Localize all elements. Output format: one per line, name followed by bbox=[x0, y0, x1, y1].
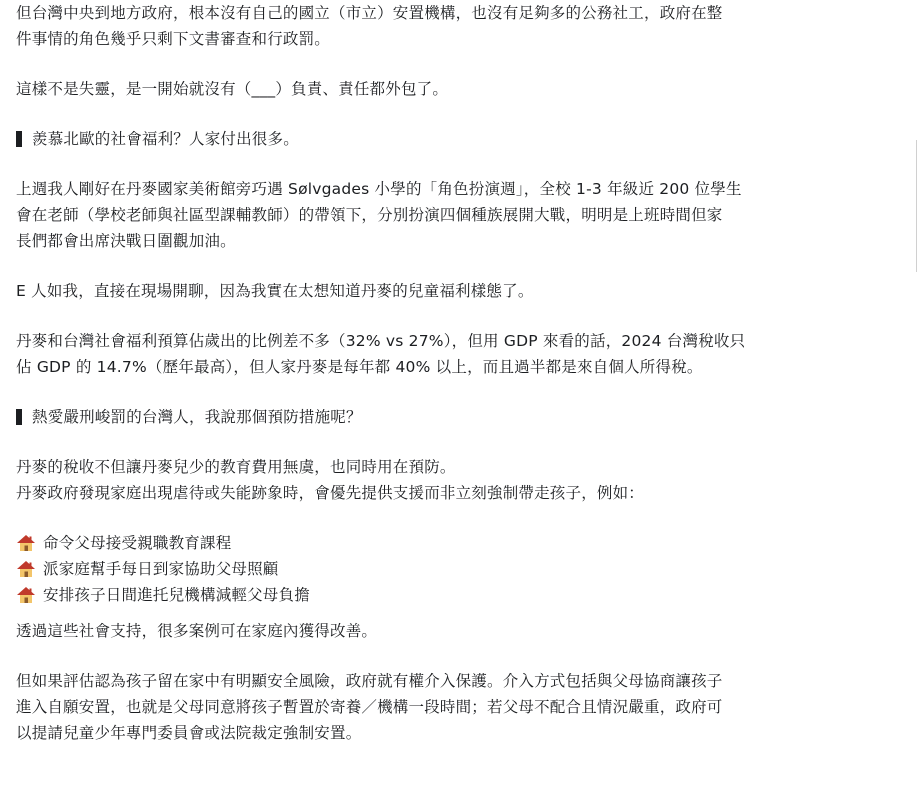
paragraph-8 bbox=[16, 668, 911, 746]
paragraph-6 bbox=[16, 454, 911, 506]
paragraph-8-line-2: 進入自願安置，也就是父母同意將孩子暫置於寄養／機構一段時間；若父母不配合且情況嚴重，政府可 bbox=[16, 698, 723, 716]
section-heading-1-text: 羨慕北歐的社會福利？人家付出很多。 bbox=[32, 130, 299, 148]
list-item-text: 命令父母接受親職教育課程 bbox=[43, 534, 232, 552]
post-body bbox=[16, 0, 911, 746]
paragraph-5 bbox=[16, 328, 911, 380]
paragraph-3-line-1: 上週我人剛好在丹麥國家美術館旁巧遇 Sølvgades 小學的「角色扮演週」，全校 1-3 年級近 200 位學生 bbox=[16, 180, 742, 198]
list-item-text: 安排孩子日間進托兒機構減輕父母負擔 bbox=[43, 586, 310, 604]
paragraph-6-line-2: 丹麥政府發現家庭出現虐待或失能跡象時，會優先提供支援而非立刻強制帶走孩子，例如： bbox=[16, 484, 645, 502]
paragraph-3-line-3: 長們都會出席決戰日圍觀加油。 bbox=[16, 232, 236, 250]
section-heading-2-text: 熱愛嚴刑峻罰的台灣人，我說那個預防措施呢？ bbox=[32, 408, 362, 426]
house-icon bbox=[16, 559, 36, 579]
section-heading-2 bbox=[16, 404, 911, 430]
heading-bar-icon bbox=[16, 131, 22, 147]
paragraph-8-line-3: 以提請兒童少年專門委員會或法院裁定強制安置。 bbox=[16, 724, 362, 742]
paragraph-3 bbox=[16, 176, 911, 254]
list-item bbox=[16, 556, 911, 582]
house-icon bbox=[16, 533, 36, 553]
paragraph-6-line-1: 丹麥的稅收不但讓丹麥兒少的教育費用無虞，也同時用在預防。 bbox=[16, 458, 456, 476]
paragraph-5-line-2: 佔 GDP 的 14.7%（歷年最高），但人家丹麥是每年都 40% 以上，而且過半都是來自個人所得稅。 bbox=[16, 358, 703, 376]
list-item-text: 派家庭幫手每日到家協助父母照顧 bbox=[43, 560, 279, 578]
paragraph-4: E 人如我，直接在現場開聊，因為我實在太想知道丹麥的兒童福利樣態了。 bbox=[16, 282, 534, 300]
paragraph-7: 透過這些社會支持，很多案例可在家庭內獲得改善。 bbox=[16, 622, 378, 640]
section-heading-1 bbox=[16, 126, 911, 152]
paragraph-3-line-2: 會在老師（學校老師與社區型課輔教師）的帶領下，分別扮演四個種族展開大戰，明明是上班時間但家 bbox=[16, 206, 723, 224]
paragraph-1-line-1: 但台灣中央到地方政府，根本沒有自己的國立（市立）安置機構，也沒有足夠多的公務社工，政府在整 bbox=[16, 4, 723, 22]
paragraph-1 bbox=[16, 0, 911, 52]
support-list bbox=[16, 530, 911, 608]
paragraph-8-line-1: 但如果評估認為孩子留在家中有明顯安全風險，政府就有權介入保護。介入方式包括與父母協商讓孩子 bbox=[16, 672, 723, 690]
list-item bbox=[16, 530, 911, 556]
list-item bbox=[16, 582, 911, 608]
house-icon bbox=[16, 585, 36, 605]
paragraph-2: 這樣不是失靈，是一開始就沒有（___）負責、責任都外包了。 bbox=[16, 80, 449, 98]
heading-bar-icon bbox=[16, 409, 22, 425]
paragraph-5-line-1: 丹麥和台灣社會福利預算佔歲出的比例差不多（32% vs 27%），但用 GDP 來看的話，2024 台灣稅收只 bbox=[16, 332, 746, 350]
paragraph-1-line-2: 件事情的角色幾乎只剩下文書審查和行政罰。 bbox=[16, 30, 331, 48]
